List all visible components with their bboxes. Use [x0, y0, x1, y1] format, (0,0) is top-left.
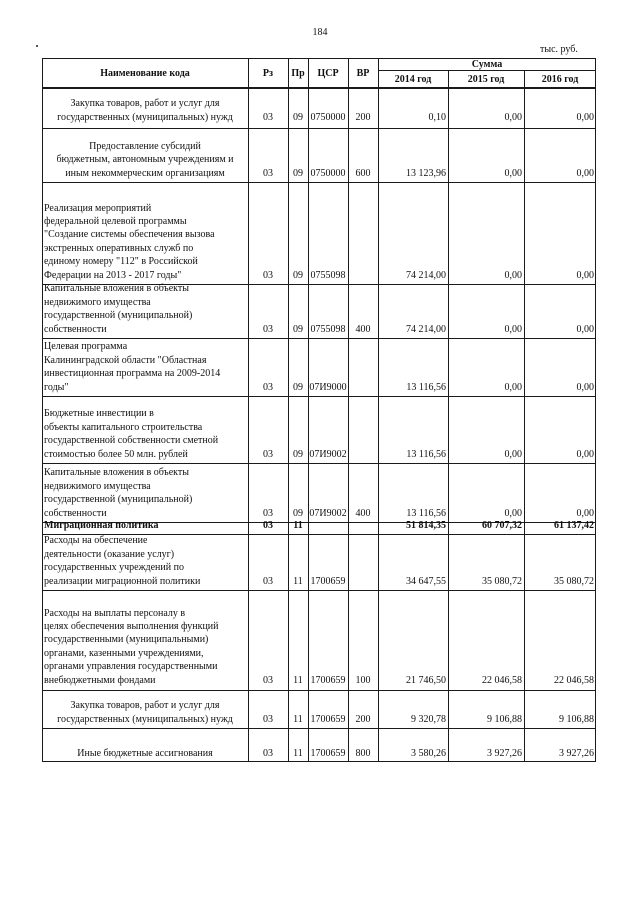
row-name-line: Реализация мероприятий	[44, 202, 152, 214]
row-vr: 600	[355, 168, 371, 179]
row-sum-2014: 74 214,00	[406, 324, 446, 335]
row-rz: 03	[263, 508, 273, 519]
row-name	[42, 463, 248, 520]
row-name	[42, 128, 248, 180]
row-pr: 09	[293, 270, 303, 281]
row-sum-2014: 13 116,56	[406, 382, 446, 393]
row-rz: 03	[263, 714, 273, 725]
row-sum-2016: 0,00	[576, 508, 594, 519]
row-sum-2016: 3 927,26	[559, 748, 594, 759]
row-pr: 09	[293, 382, 303, 393]
row-name-line: государственных (муниципальных) нужд	[57, 111, 233, 123]
row-name-line: Калининградской области "Областная	[44, 354, 207, 366]
row-sum-2014: 74 214,00	[406, 270, 446, 281]
row-name-line: недвижимого имущества	[44, 296, 151, 308]
table-border-right	[595, 58, 596, 762]
row-csr: 07И9002	[309, 449, 347, 460]
row-name	[42, 728, 248, 760]
row-name-line: государственными (муниципальными)	[44, 634, 209, 646]
column-divider	[378, 58, 379, 762]
row-name-line: Закупка товаров, работ и услуг для	[70, 98, 220, 110]
row-sum-2014: 0,10	[428, 112, 446, 123]
row-rz: 03	[263, 449, 273, 460]
header-vr: ВР	[356, 67, 370, 79]
row-name-line: экстренных оперативных служб по	[44, 242, 194, 254]
row-csr: 0750000	[310, 112, 346, 123]
row-pr: 11	[293, 576, 303, 587]
row-rz: 03	[263, 520, 273, 531]
row-name	[42, 338, 248, 394]
row-sum-2015: 3 927,26	[487, 748, 522, 759]
row-sum-2014: 3 580,26	[411, 748, 446, 759]
row-rz: 03	[263, 675, 273, 686]
budget-table	[42, 58, 596, 762]
row-name-line: органами, казенными учреждениями,	[44, 647, 204, 659]
row-name	[42, 284, 248, 336]
page-number: 184	[312, 27, 328, 38]
row-name	[42, 519, 248, 532]
row-name-line: внебюджетными фондами	[44, 674, 156, 686]
row-name	[42, 534, 248, 588]
row-name-line: собственности	[44, 323, 107, 335]
row-sum-2016: 0,00	[576, 112, 594, 123]
row-csr: 0755098	[310, 270, 346, 281]
row-sum-2015: 0,00	[504, 449, 522, 460]
header-name: Наименование кода	[100, 67, 190, 79]
header-sum: Сумма	[471, 58, 503, 70]
row-sum-2015: 0,00	[504, 112, 522, 123]
row-name	[42, 690, 248, 726]
header-csr: ЦСР	[317, 67, 339, 79]
row-pr: 09	[293, 324, 303, 335]
header-rz: Рз	[262, 67, 274, 79]
row-name-line: целях обеспечения выполнения функций	[44, 620, 219, 632]
units-label: тыс. руб.	[540, 44, 578, 55]
row-name-line: Бюджетные инвестиции в	[44, 408, 154, 420]
table-border-bottom	[42, 761, 596, 762]
row-name-line: органами управления государственными	[44, 661, 218, 673]
row-rz: 03	[263, 270, 273, 281]
row-name-line: государственных (муниципальных) нужд	[57, 713, 233, 725]
row-sum-2015: 0,00	[504, 508, 522, 519]
row-sum-2016: 35 080,72	[554, 576, 594, 587]
column-divider	[348, 58, 349, 762]
row-vr: 200	[355, 714, 371, 725]
row-csr: 1700659	[310, 675, 346, 686]
row-sum-2015: 0,00	[504, 168, 522, 179]
row-rz: 03	[263, 748, 273, 759]
row-sum-2015: 9 106,88	[487, 714, 522, 725]
row-sum-2015: 22 046,58	[482, 675, 522, 686]
row-name-line: Предоставление субсидий	[89, 140, 201, 152]
row-csr: 1700659	[310, 714, 346, 725]
row-pr: 09	[293, 168, 303, 179]
row-name-line: федеральной целевой программы	[44, 215, 187, 227]
scan-dot	[36, 45, 38, 47]
row-name-line: бюджетным, автономным учреждениям и	[56, 154, 234, 166]
row-sum-2015: 35 080,72	[482, 576, 522, 587]
row-sum-2016: 0,00	[576, 168, 594, 179]
row-vr: 800	[355, 748, 371, 759]
row-name-line: государственной собственности сметной	[44, 435, 219, 447]
row-name-line: Расходы на обеспечение	[44, 535, 148, 547]
row-pr: 09	[293, 449, 303, 460]
header-2015: 2015 год	[467, 73, 505, 85]
row-sum-2014: 9 320,78	[411, 714, 446, 725]
row-csr: 1700659	[310, 576, 346, 587]
header-2016: 2016 год	[541, 73, 579, 85]
row-sum-2014: 13 116,56	[406, 449, 446, 460]
row-name	[42, 396, 248, 461]
row-rz: 03	[263, 324, 273, 335]
header-sum-divider	[378, 70, 596, 71]
row-name-line: государственной (муниципальной)	[44, 310, 193, 322]
column-divider	[288, 58, 289, 762]
row-csr: 07И9002	[309, 508, 347, 519]
row-sum-2015: 0,00	[504, 382, 522, 393]
row-name	[42, 88, 248, 124]
row-name-line: стоимостью более 50 млн. рублей	[44, 448, 188, 460]
row-sum-2014: 13 116,56	[406, 508, 446, 519]
row-sum-2014: 51 814,35	[406, 520, 446, 531]
column-divider	[248, 58, 249, 762]
row-name-line: "Создание системы обеспечения вызова	[44, 229, 215, 241]
row-name-line: Иные бюджетные ассигнования	[77, 747, 213, 759]
column-divider	[308, 58, 309, 762]
row-rz: 03	[263, 168, 273, 179]
row-sum-2014: 21 746,50	[406, 675, 446, 686]
row-name-line: государственной (муниципальной)	[44, 494, 193, 506]
row-vr: 200	[355, 112, 371, 123]
row-pr: 09	[293, 112, 303, 123]
row-name-line: годы"	[44, 381, 69, 393]
row-rz: 03	[263, 382, 273, 393]
row-vr: 100	[355, 675, 371, 686]
row-name-line: Капитальные вложения в объекты	[44, 467, 189, 479]
row-csr: 0750000	[310, 168, 346, 179]
row-rz: 03	[263, 112, 273, 123]
row-pr: 09	[293, 508, 303, 519]
row-sum-2015: 0,00	[504, 270, 522, 281]
row-sum-2016: 0,00	[576, 449, 594, 460]
row-sum-2014: 34 647,55	[406, 576, 446, 587]
row-name-line: Расходы на выплаты персоналу в	[44, 607, 186, 619]
row-name-line: Миграционная политика	[44, 519, 159, 531]
row-sum-2016: 0,00	[576, 324, 594, 335]
row-vr: 400	[355, 324, 371, 335]
row-sum-2015: 60 707,32	[482, 520, 522, 531]
row-pr: 11	[293, 675, 303, 686]
row-pr: 11	[293, 748, 303, 759]
row-name-line: Закупка товаров, работ и услуг для	[70, 700, 220, 712]
row-csr: 1700659	[310, 748, 346, 759]
row-name-line: реализации миграционной политики	[44, 575, 201, 587]
row-name-line: иным некоммерческим организациям	[65, 167, 225, 179]
row-sum-2016: 9 106,88	[559, 714, 594, 725]
row-name-line: государственных учреждений по	[44, 562, 184, 574]
row-vr: 400	[355, 508, 371, 519]
row-sum-2016: 22 046,58	[554, 675, 594, 686]
row-name-line: собственности	[44, 507, 107, 519]
row-name	[42, 590, 248, 687]
row-csr: 0755098	[310, 324, 346, 335]
row-sum-2016: 0,00	[576, 382, 594, 393]
row-name-line: инвестиционная программа на 2009-2014	[44, 368, 221, 380]
row-name-line: объекты капитального строительства	[44, 421, 203, 433]
row-name-line: Федерации на 2013 - 2017 годы"	[44, 269, 182, 281]
row-name-line: Целевая программа	[44, 341, 128, 353]
row-name-line: Капитальные вложения в объекты	[44, 283, 189, 295]
row-pr: 11	[293, 714, 303, 725]
row-name-line: единому номеру "112" в Российской	[44, 256, 198, 268]
row-name-line: деятельности (оказание услуг)	[44, 548, 175, 560]
row-sum-2015: 0,00	[504, 324, 522, 335]
row-name-line: недвижимого имущества	[44, 480, 151, 492]
row-csr: 07И9000	[309, 382, 347, 393]
row-rz: 03	[263, 576, 273, 587]
row-name	[42, 182, 248, 282]
row-sum-2014: 13 123,96	[406, 168, 446, 179]
header-pr: Пр	[291, 67, 305, 79]
row-sum-2016: 61 137,42	[554, 520, 594, 531]
header-2014: 2014 год	[394, 73, 432, 85]
row-sum-2016: 0,00	[576, 270, 594, 281]
row-pr: 11	[293, 520, 303, 531]
table-border-top	[42, 58, 596, 59]
